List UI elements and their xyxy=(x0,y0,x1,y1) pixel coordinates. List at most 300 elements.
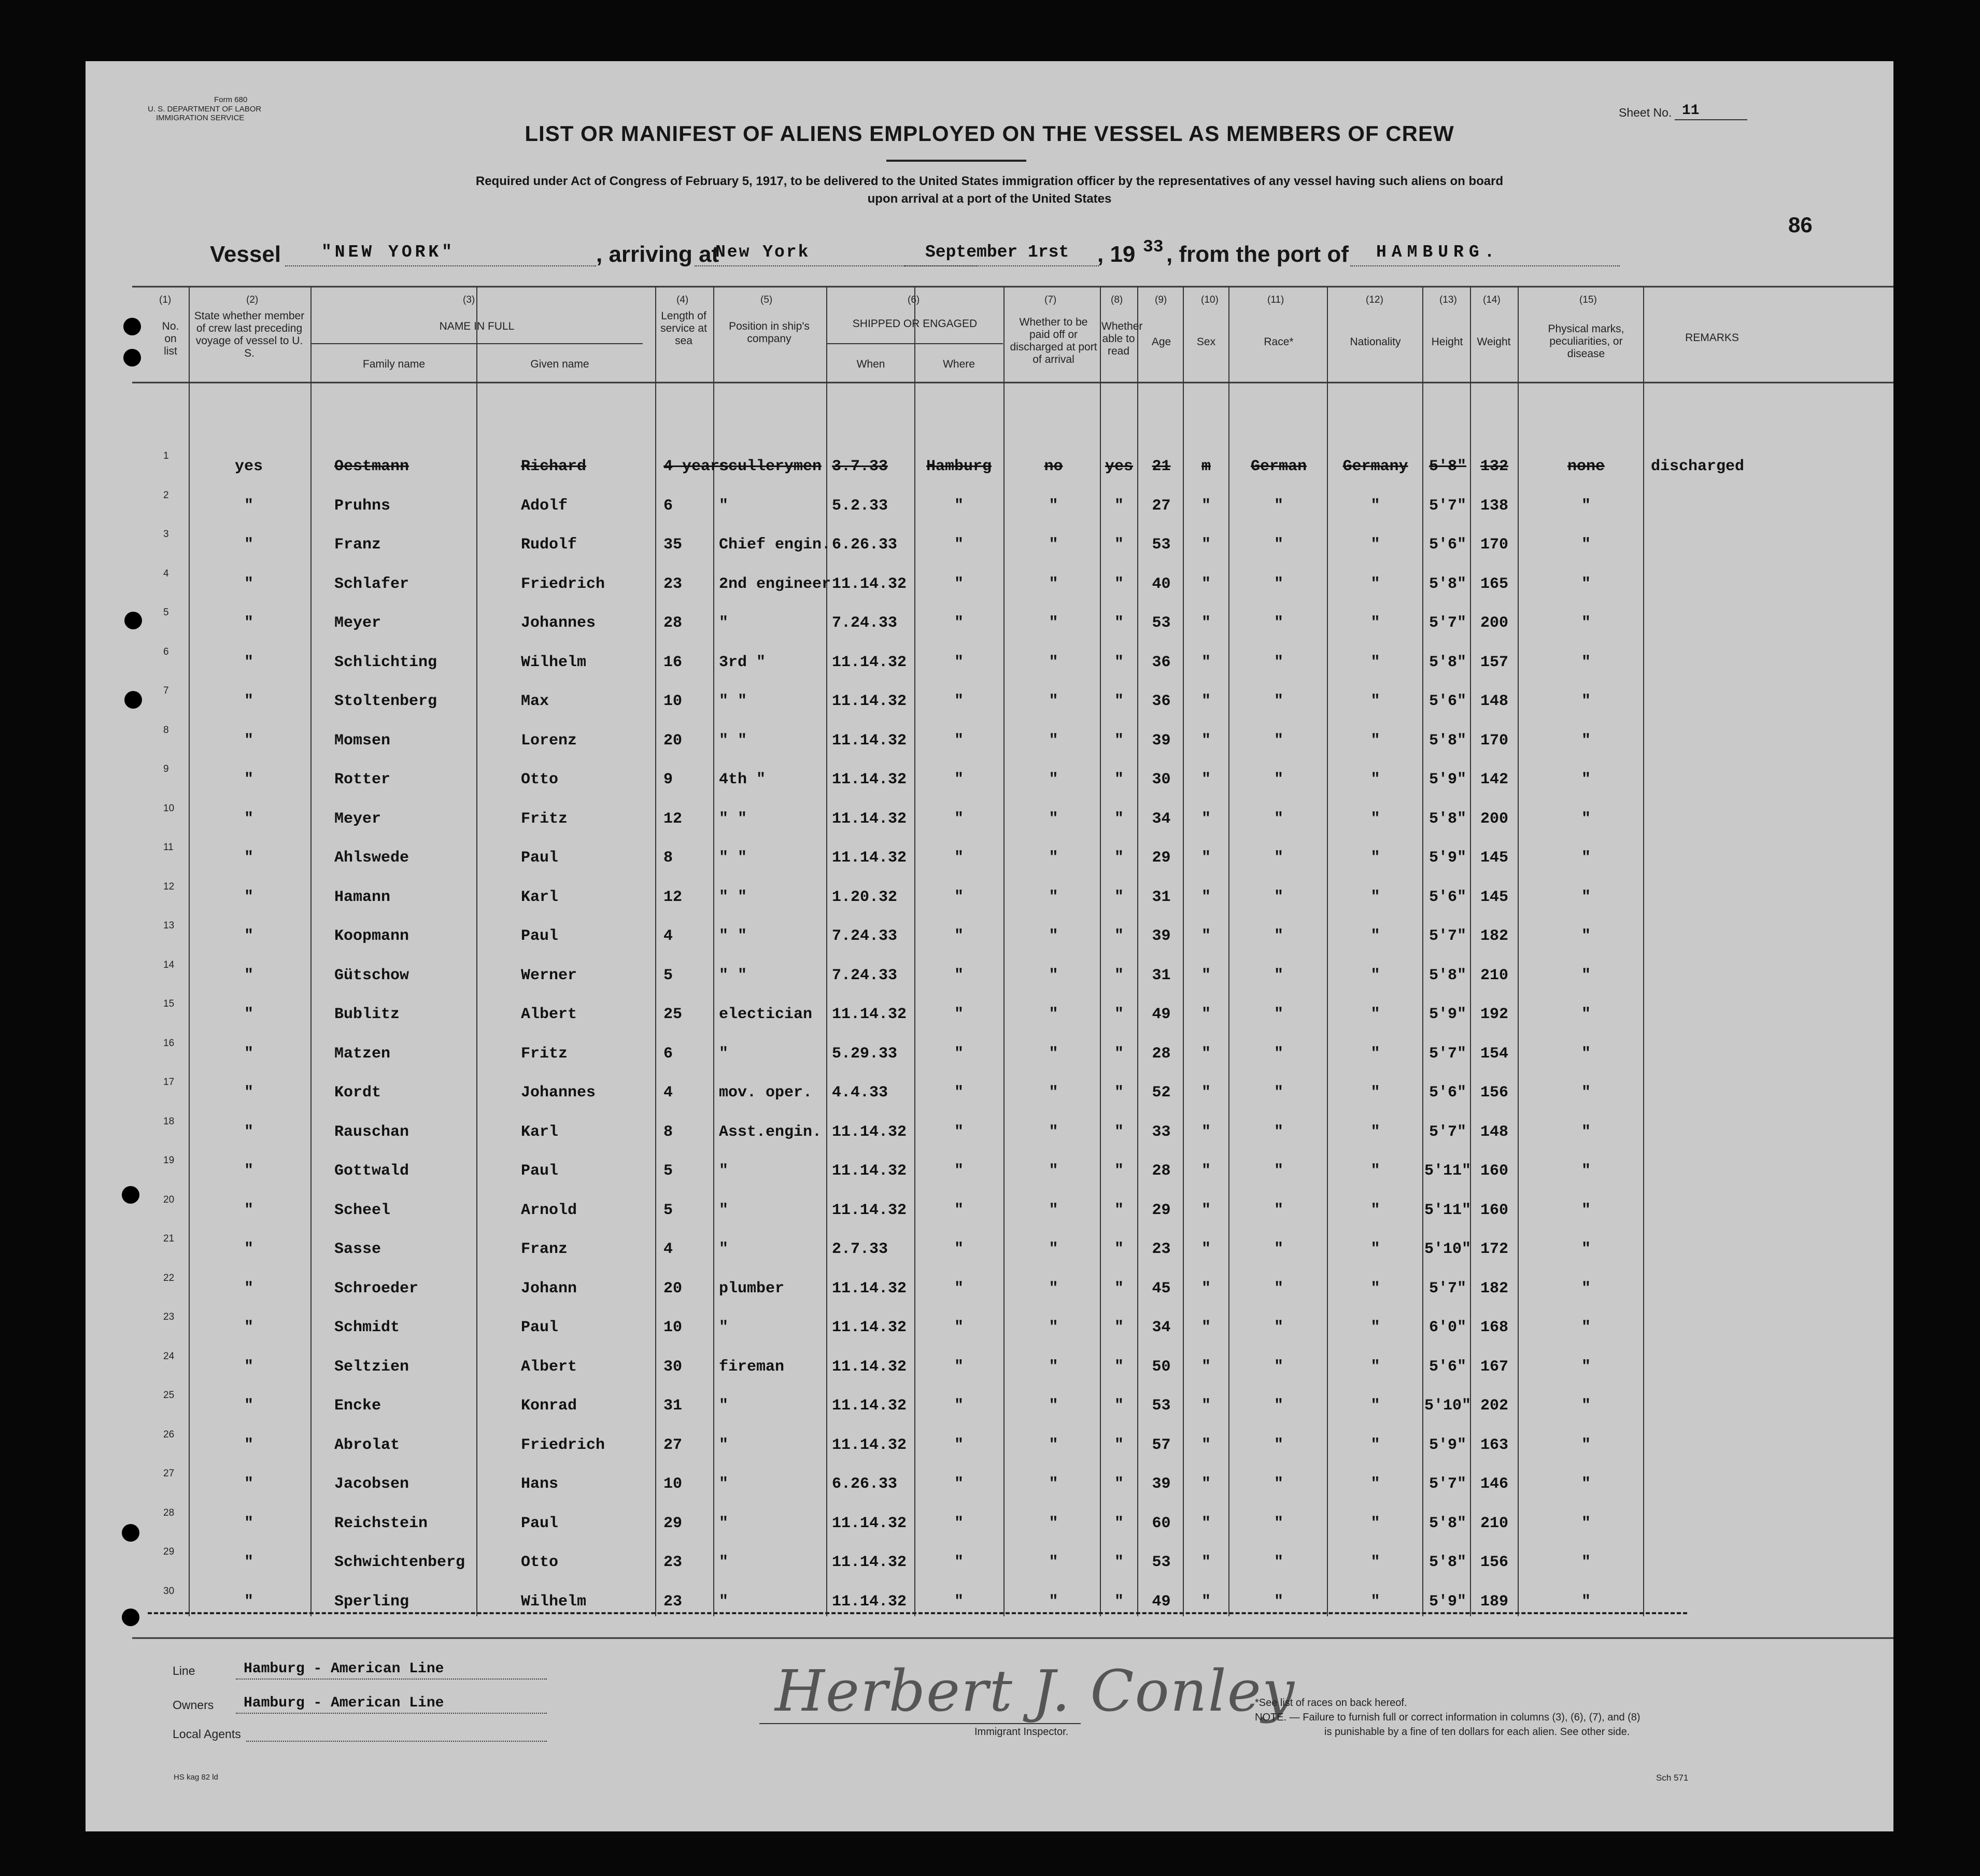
race-cell: " xyxy=(1274,1045,1283,1063)
paid-off-cell: " xyxy=(1049,927,1058,945)
col13-header: Height xyxy=(1431,336,1463,348)
age-cell: 31 xyxy=(1152,966,1171,984)
shipped-where-cell: " xyxy=(954,1045,964,1063)
able-to-read-cell: " xyxy=(1114,1554,1124,1571)
shipped-when-cell: 11.14.32 xyxy=(832,1201,907,1219)
shipped-when-cell: 11.14.32 xyxy=(832,1397,907,1415)
col9-number: (9) xyxy=(1155,294,1167,305)
prior-voyage-cell: " xyxy=(244,1592,253,1611)
paid-off-cell: " xyxy=(1049,1436,1058,1454)
col14-header: Weight xyxy=(1477,336,1511,348)
able-to-read-cell: " xyxy=(1114,497,1124,515)
position-cell: " xyxy=(719,1240,729,1258)
prior-voyage-cell: yes xyxy=(234,458,263,475)
prior-voyage-cell: " xyxy=(244,1514,253,1532)
prior-voyage-cell: " xyxy=(244,575,253,593)
sex-cell: " xyxy=(1201,888,1211,906)
nationality-cell: " xyxy=(1370,731,1380,750)
able-to-read-cell: yes xyxy=(1105,458,1133,475)
nationality-cell: " xyxy=(1370,771,1380,788)
family-name-cell: Oestmann xyxy=(334,458,409,475)
line-underline xyxy=(236,1678,547,1680)
nationality-cell: " xyxy=(1370,888,1380,906)
row-number: 19 xyxy=(163,1155,175,1166)
able-to-read-cell: " xyxy=(1114,1162,1124,1180)
race-cell: " xyxy=(1274,1279,1283,1297)
age-cell: 31 xyxy=(1152,888,1171,906)
shipped-when-cell: 11.14.32 xyxy=(832,693,907,710)
race-cell: " xyxy=(1274,1592,1283,1611)
shipped-where-cell: " xyxy=(954,1240,964,1258)
sex-cell: " xyxy=(1201,1397,1211,1415)
given-name-cell: Johannes xyxy=(521,614,596,632)
nationality-cell: " xyxy=(1370,1240,1380,1258)
family-name-cell: Gottwald xyxy=(334,1162,409,1180)
position-cell: scullerymen xyxy=(719,458,822,475)
height-cell: 5'8" xyxy=(1429,653,1466,671)
manifest-sheet xyxy=(86,61,1893,1831)
nationality-cell: " xyxy=(1370,1006,1380,1023)
weight-cell: 189 xyxy=(1480,1592,1508,1611)
shipped-where-cell: " xyxy=(954,653,964,671)
race-cell: " xyxy=(1274,731,1283,750)
able-to-read-cell: " xyxy=(1114,810,1124,828)
sex-cell: " xyxy=(1201,1123,1211,1141)
nationality-cell: " xyxy=(1370,653,1380,671)
sex-cell: " xyxy=(1201,1240,1211,1258)
age-cell: 21 xyxy=(1152,458,1171,475)
sex-cell: " xyxy=(1201,849,1211,867)
physical-marks-cell: " xyxy=(1581,1240,1591,1258)
nationality-cell: " xyxy=(1370,1201,1380,1219)
page-number: 86 xyxy=(1788,213,1813,237)
paid-off-cell: " xyxy=(1049,1592,1058,1611)
physical-marks-cell: " xyxy=(1581,1201,1591,1219)
age-cell: 39 xyxy=(1152,731,1171,750)
family-name-cell: Pruhns xyxy=(334,497,391,515)
position-cell: 2nd engineer xyxy=(719,575,831,593)
paid-off-cell: " xyxy=(1049,1475,1058,1493)
able-to-read-cell: " xyxy=(1114,1319,1124,1336)
height-cell: 5'6" xyxy=(1429,693,1466,710)
shipped-where-cell: " xyxy=(954,1162,964,1180)
position-cell: fireman xyxy=(719,1358,785,1376)
shipped-when-cell: 11.14.32 xyxy=(832,771,907,788)
shipped-where-cell: " xyxy=(954,927,964,945)
service-cell: 4 xyxy=(663,1084,673,1102)
given-name-cell: Paul xyxy=(521,1162,559,1180)
sex-cell: " xyxy=(1201,1006,1211,1023)
able-to-read-cell: " xyxy=(1114,966,1124,984)
sex-cell: " xyxy=(1201,1358,1211,1376)
nationality-cell: " xyxy=(1370,1123,1380,1141)
prior-voyage-cell: " xyxy=(244,849,253,867)
family-name-cell: Meyer xyxy=(334,810,381,828)
age-cell: 36 xyxy=(1152,693,1171,710)
race-cell: " xyxy=(1274,1201,1283,1219)
family-name-cell: Matzen xyxy=(334,1045,391,1063)
race-cell: " xyxy=(1274,771,1283,788)
family-name-cell: Schmidt xyxy=(334,1319,400,1336)
row-number: 6 xyxy=(163,646,169,657)
col10-number: (10) xyxy=(1201,294,1219,305)
family-name-cell: Reichstein xyxy=(334,1514,428,1532)
weight-cell: 145 xyxy=(1480,849,1508,867)
able-to-read-cell: " xyxy=(1114,614,1124,632)
given-name-cell: Paul xyxy=(521,1319,559,1336)
race-cell: " xyxy=(1274,1123,1283,1141)
nationality-cell: " xyxy=(1370,1397,1380,1415)
paid-off-cell: " xyxy=(1049,1514,1058,1532)
row-number: 29 xyxy=(163,1546,175,1557)
paid-off-cell: " xyxy=(1049,771,1058,788)
paid-off-cell: " xyxy=(1049,536,1058,554)
position-cell: " " xyxy=(719,927,747,945)
able-to-read-cell: " xyxy=(1114,927,1124,945)
nationality-cell: " xyxy=(1370,1592,1380,1611)
sex-cell: " xyxy=(1201,614,1211,632)
sex-cell: " xyxy=(1201,810,1211,828)
shipped-when-cell: 7.24.33 xyxy=(832,927,898,945)
col15-header: Physical marks, peculiarities, or disease xyxy=(1548,323,1624,360)
row-number: 27 xyxy=(163,1468,175,1479)
shipped-when-cell: 11.14.32 xyxy=(832,1319,907,1336)
where-header: Where xyxy=(943,358,975,370)
col12-number: (12) xyxy=(1366,294,1383,305)
age-cell: 34 xyxy=(1152,810,1171,828)
able-to-read-cell: " xyxy=(1114,1592,1124,1611)
nationality-cell: " xyxy=(1370,536,1380,554)
given-name-cell: Paul xyxy=(521,849,559,867)
prior-voyage-cell: " xyxy=(244,888,253,906)
age-cell: 28 xyxy=(1152,1162,1171,1180)
arriving-label: , arriving at xyxy=(596,242,719,267)
weight-cell: 172 xyxy=(1480,1240,1508,1258)
races-note: *See list of races on back hereof. xyxy=(1255,1697,1407,1709)
row-number: 22 xyxy=(163,1272,175,1283)
owners-underline xyxy=(236,1713,547,1714)
col5-header: Position in ship's company xyxy=(729,320,810,345)
col10-header: Sex xyxy=(1196,336,1216,348)
physical-marks-cell: " xyxy=(1581,1436,1591,1454)
nationality-cell: " xyxy=(1370,927,1380,945)
position-cell: " " xyxy=(719,731,747,750)
shipped-when-cell: 11.14.32 xyxy=(832,1514,907,1532)
given-name-header: Given name xyxy=(530,358,589,370)
prior-voyage-cell: " xyxy=(244,653,253,671)
weight-cell: 148 xyxy=(1480,693,1508,710)
height-cell: 5'7" xyxy=(1429,1279,1466,1297)
owners-value: Hamburg - American Line xyxy=(244,1695,444,1711)
physical-marks-cell: " xyxy=(1581,1358,1591,1376)
position-cell: mov. oper. xyxy=(719,1084,813,1102)
shipped-when-cell: 7.24.33 xyxy=(832,966,898,984)
race-cell: " xyxy=(1274,653,1283,671)
shipped-where-cell: " xyxy=(954,771,964,788)
arriving-port: New York xyxy=(715,243,810,262)
height-cell: 5'9" xyxy=(1429,771,1466,788)
physical-marks-cell: " xyxy=(1581,927,1591,945)
physical-marks-cell: " xyxy=(1581,1319,1591,1336)
height-cell: 5'7" xyxy=(1429,614,1466,632)
given-name-cell: Otto xyxy=(521,771,559,788)
height-cell: 5'9" xyxy=(1429,1006,1466,1023)
nationality-cell: " xyxy=(1370,497,1380,515)
shipped-where-cell: " xyxy=(954,1358,964,1376)
family-name-cell: Abrolat xyxy=(334,1436,400,1454)
race-cell: " xyxy=(1274,1554,1283,1571)
sex-cell: " xyxy=(1201,1592,1211,1611)
col5-number: (5) xyxy=(760,294,773,305)
weight-cell: 146 xyxy=(1480,1475,1508,1493)
physical-marks-cell: " xyxy=(1581,1045,1591,1063)
col2-number: (2) xyxy=(246,294,259,305)
race-cell: " xyxy=(1274,536,1283,554)
height-cell: 5'6" xyxy=(1429,1084,1466,1102)
line-value: Hamburg - American Line xyxy=(244,1661,444,1677)
weight-cell: 163 xyxy=(1480,1436,1508,1454)
family-name-cell: Koopmann xyxy=(334,927,409,945)
given-name-cell: Wilhelm xyxy=(521,653,587,671)
weight-cell: 160 xyxy=(1480,1201,1508,1219)
paid-off-cell: " xyxy=(1049,1358,1058,1376)
shipped-when-cell: 6.26.33 xyxy=(832,1475,898,1493)
prior-voyage-cell: " xyxy=(244,1006,253,1023)
weight-cell: 142 xyxy=(1480,771,1508,788)
form-number: Form 680 xyxy=(214,95,248,104)
when-header: When xyxy=(856,358,885,370)
race-cell: " xyxy=(1274,1475,1283,1493)
vessel-label: Vessel xyxy=(210,242,281,267)
service-cell: 8 xyxy=(663,849,673,867)
service-cell: 6 xyxy=(663,1045,673,1063)
family-name-cell: Kordt xyxy=(334,1084,381,1102)
race-cell: " xyxy=(1274,1319,1283,1336)
weight-cell: 170 xyxy=(1480,536,1508,554)
age-cell: 53 xyxy=(1152,536,1171,554)
weight-cell: 165 xyxy=(1480,575,1508,593)
race-cell: " xyxy=(1274,1358,1283,1376)
shipped-where-cell: " xyxy=(954,1319,964,1336)
physical-marks-cell: " xyxy=(1581,653,1591,671)
able-to-read-cell: " xyxy=(1114,1279,1124,1297)
physical-marks-cell: " xyxy=(1581,1123,1591,1141)
paid-off-cell: " xyxy=(1049,693,1058,710)
col4-header: Length of service at sea xyxy=(660,310,707,347)
row-number: 4 xyxy=(163,568,169,579)
physical-marks-cell: " xyxy=(1581,731,1591,750)
row-number: 30 xyxy=(163,1585,175,1597)
weight-cell: 156 xyxy=(1480,1554,1508,1571)
year-prefix: , 19 xyxy=(1097,242,1136,267)
service-cell: 12 xyxy=(663,888,683,906)
position-cell: Asst.engin. xyxy=(719,1123,822,1141)
position-cell: Chief engin. xyxy=(719,536,831,554)
able-to-read-cell: " xyxy=(1114,1240,1124,1258)
col1-header: No. on list xyxy=(162,320,179,358)
nationality-cell: " xyxy=(1370,810,1380,828)
shipped-when-cell: 2.7.33 xyxy=(832,1240,888,1258)
shipped-where-cell: " xyxy=(954,966,964,984)
paid-off-cell: " xyxy=(1049,614,1058,632)
nationality-cell: " xyxy=(1370,1084,1380,1102)
shipped-where-cell: " xyxy=(954,1084,964,1102)
form-subtitle: Required under Act of Congress of February 5, 1917, to be delivered to the United States immigration officer by the representatives of any vessel having such aliens on board xyxy=(475,174,1504,188)
col6-header: SHIPPED OR ENGAGED xyxy=(852,318,978,330)
shipped-when-cell: 11.14.32 xyxy=(832,653,907,671)
family-name-cell: Jacobsen xyxy=(334,1475,409,1493)
family-name-cell: Hamann xyxy=(334,888,391,906)
age-cell: 36 xyxy=(1152,653,1171,671)
age-cell: 27 xyxy=(1152,497,1171,515)
col9-header: Age xyxy=(1151,336,1171,348)
sex-cell: " xyxy=(1201,1319,1211,1336)
col13-number: (13) xyxy=(1439,294,1457,305)
prior-voyage-cell: " xyxy=(244,536,253,554)
department-name: U. S. DEPARTMENT OF LABOR xyxy=(148,105,262,114)
sex-cell: " xyxy=(1201,1279,1211,1297)
prior-voyage-cell: " xyxy=(244,1319,253,1336)
service-cell: 8 xyxy=(663,1123,673,1141)
shipped-when-cell: 11.14.32 xyxy=(832,810,907,828)
physical-marks-cell: " xyxy=(1581,1162,1591,1180)
row-number: 16 xyxy=(163,1037,175,1049)
shipped-where-cell: " xyxy=(954,693,964,710)
service-cell: 20 xyxy=(663,731,683,750)
row-number: 25 xyxy=(163,1390,175,1401)
position-cell: " xyxy=(719,1436,729,1454)
col11-number: (11) xyxy=(1267,294,1284,305)
nationality-cell: " xyxy=(1370,1162,1380,1180)
given-name-cell: Otto xyxy=(521,1554,559,1571)
physical-marks-cell: " xyxy=(1581,614,1591,632)
physical-marks-cell: " xyxy=(1581,888,1591,906)
position-cell: " " xyxy=(719,849,747,867)
given-name-cell: Rudolf xyxy=(521,536,577,554)
prior-voyage-cell: " xyxy=(244,771,253,788)
service-cell: 23 xyxy=(663,1592,683,1611)
shipped-where-cell: " xyxy=(954,810,964,828)
given-name-cell: Johannes xyxy=(521,1084,596,1102)
able-to-read-cell: " xyxy=(1114,1514,1124,1532)
position-cell: " xyxy=(719,1554,729,1571)
shipped-where-cell: " xyxy=(954,1436,964,1454)
service-cell: 28 xyxy=(663,614,683,632)
service-cell: 31 xyxy=(663,1397,683,1415)
position-cell: " xyxy=(719,1201,729,1219)
sex-cell: " xyxy=(1201,1045,1211,1063)
paid-off-cell: " xyxy=(1049,849,1058,867)
able-to-read-cell: " xyxy=(1114,1436,1124,1454)
age-cell: 40 xyxy=(1152,575,1171,593)
service-cell: 4 years xyxy=(663,458,729,475)
family-name-cell: Scheel xyxy=(334,1201,391,1219)
shipped-when-cell: 11.14.32 xyxy=(832,849,907,867)
able-to-read-cell: " xyxy=(1114,1006,1124,1023)
prior-voyage-cell: " xyxy=(244,1279,253,1297)
weight-cell: 192 xyxy=(1480,1006,1508,1023)
sex-cell: " xyxy=(1201,1162,1211,1180)
prior-voyage-cell: " xyxy=(244,1240,253,1258)
row-number: 24 xyxy=(163,1350,175,1362)
family-name-cell: Schlafer xyxy=(334,575,409,593)
race-cell: " xyxy=(1274,1397,1283,1415)
row-number: 1 xyxy=(163,450,169,461)
weight-cell: 157 xyxy=(1480,653,1508,671)
prior-voyage-cell: " xyxy=(244,614,253,632)
family-name-cell: Rauschan xyxy=(334,1123,409,1141)
age-cell: 53 xyxy=(1152,1397,1171,1415)
row-number: 7 xyxy=(163,685,169,696)
position-cell: plumber xyxy=(719,1279,785,1297)
prior-voyage-cell: " xyxy=(244,1436,253,1454)
sex-cell: " xyxy=(1201,731,1211,750)
age-cell: 52 xyxy=(1152,1084,1171,1102)
given-name-cell: Fritz xyxy=(521,1045,568,1063)
row-number: 3 xyxy=(163,529,169,540)
form-subtitle-2: upon arrival at a port of the United States xyxy=(867,192,1112,206)
position-cell: electician xyxy=(719,1006,813,1023)
shipped-when-cell: 11.14.32 xyxy=(832,575,907,593)
physical-marks-cell: " xyxy=(1581,966,1591,984)
age-cell: 34 xyxy=(1152,1319,1171,1336)
family-name-cell: Encke xyxy=(334,1397,381,1415)
sex-cell: " xyxy=(1201,771,1211,788)
height-cell: 5'10" xyxy=(1424,1240,1471,1258)
shipped-when-cell: 11.14.32 xyxy=(832,1123,907,1141)
sex-cell: " xyxy=(1201,1514,1211,1532)
able-to-read-cell: " xyxy=(1114,1397,1124,1415)
paid-off-cell: " xyxy=(1049,888,1058,906)
physical-marks-cell: none xyxy=(1567,458,1605,475)
sex-cell: " xyxy=(1201,693,1211,710)
race-cell: German xyxy=(1250,458,1307,475)
col11-header: Race* xyxy=(1264,336,1294,348)
position-cell: " " xyxy=(719,966,747,984)
height-cell: 5'9" xyxy=(1429,1436,1466,1454)
shipped-where-cell: " xyxy=(954,849,964,867)
given-name-cell: Lorenz xyxy=(521,731,577,750)
sex-cell: " xyxy=(1201,653,1211,671)
physical-marks-cell: " xyxy=(1581,1006,1591,1023)
weight-cell: 200 xyxy=(1480,614,1508,632)
physical-marks-cell: " xyxy=(1581,1514,1591,1532)
position-cell: " xyxy=(719,1397,729,1415)
row-number: 5 xyxy=(163,607,169,618)
position-cell: " xyxy=(719,497,729,515)
age-cell: 39 xyxy=(1152,927,1171,945)
service-cell: 5 xyxy=(663,966,673,984)
position-cell: " xyxy=(719,1514,729,1532)
given-name-cell: Friedrich xyxy=(521,1436,605,1454)
prior-voyage-cell: " xyxy=(244,810,253,828)
race-cell: " xyxy=(1274,927,1283,945)
age-cell: 50 xyxy=(1152,1358,1171,1376)
nationality-cell: " xyxy=(1370,1279,1380,1297)
signature-line xyxy=(759,1723,1081,1724)
race-cell: " xyxy=(1274,1006,1283,1023)
prior-voyage-cell: " xyxy=(244,927,253,945)
position-cell: " " xyxy=(719,810,747,828)
paid-off-cell: " xyxy=(1049,497,1058,515)
position-cell: 3rd " xyxy=(719,653,766,671)
given-name-cell: Karl xyxy=(521,1123,559,1141)
shipped-where-cell: " xyxy=(954,731,964,750)
position-cell: " " xyxy=(719,888,747,906)
col15-number: (15) xyxy=(1579,294,1597,305)
prior-voyage-cell: " xyxy=(244,1084,253,1102)
nationality-cell: " xyxy=(1370,1045,1380,1063)
